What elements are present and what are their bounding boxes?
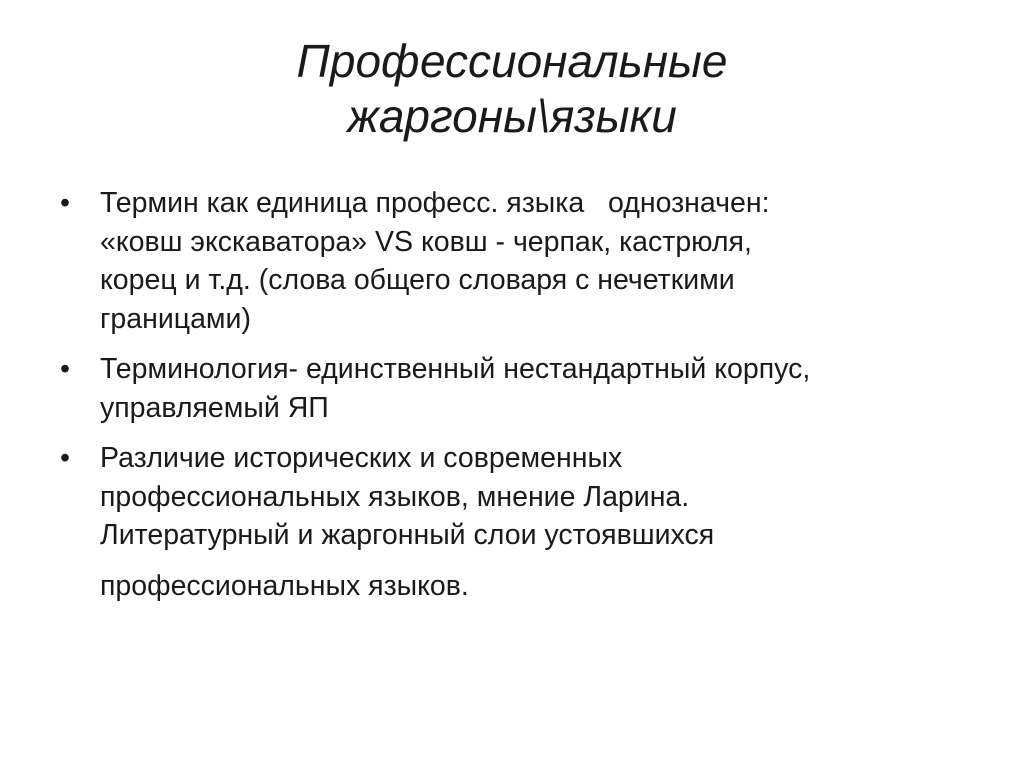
bullet-icon: • [60, 442, 70, 474]
bullet-list [60, 184, 970, 617]
bullet-icon: • [60, 187, 70, 219]
bullet-item [60, 184, 970, 338]
bullet-text-line: профессиональных языков. [100, 569, 469, 602]
bullet-text-line: профессиональных языков, мнение Ларина. [100, 480, 690, 513]
bullet-item [60, 439, 970, 605]
bullet-text-line: управляемый ЯП [100, 391, 329, 424]
title-line: Профессиональные [296, 35, 728, 87]
bullet-text-line: Литературный и жаргонный слои устоявшихся [100, 519, 715, 551]
title-line: жаргоны\языки [347, 90, 677, 142]
bullet-text-line: Терминология- единственный нестандартный корпус, [100, 353, 811, 385]
slide-title [60, 34, 964, 144]
bullet-text-line: «ковш экскаватора» VS ковш - черпак, кастрюля, [100, 225, 752, 258]
bullet-text-line: Различие исторических и современных [100, 442, 623, 474]
bullet-item [60, 350, 970, 427]
bullet-icon: • [60, 353, 70, 385]
bullet-text-line: корец и т.д. (слова общего словаря с нечеткими [100, 264, 735, 296]
bullet-text-line: Термин как единица професс. языка однозначен: [100, 187, 770, 219]
bullet-text-line: границами) [100, 302, 251, 335]
